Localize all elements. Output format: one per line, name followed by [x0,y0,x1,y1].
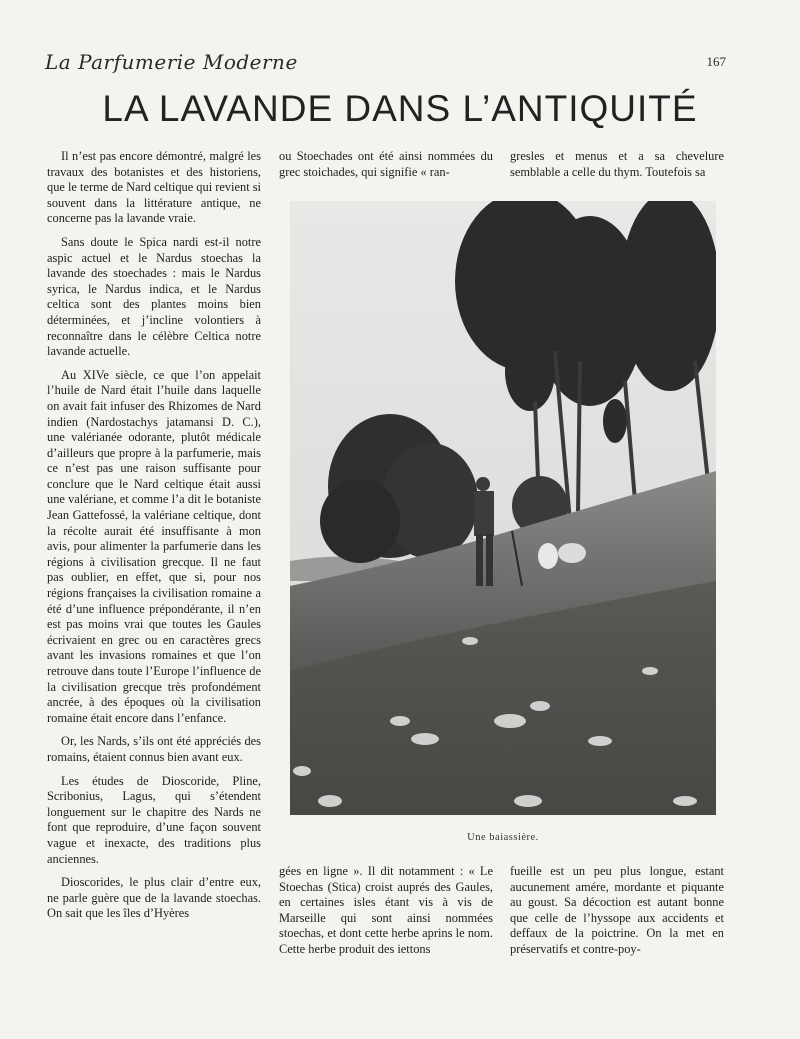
paragraph-col2-top: ou Stoechades ont été ainsi nommées du grec stoichades, qui signifie « ran- [279,149,493,179]
paragraph-5: Les études de Dioscoride, Pline, Scribonius, Lagus, qui s’étendent longuement sur le chapitre des Nards ne font que reproduire, d’une façon souvent vague et inexacte, des traditions plus anciennes. [47,773,261,866]
paragraph-4: Or, les Nards, s’ils ont été appréciés des romains, étaient connus bien avant eux. [47,734,261,764]
small-animal [538,543,558,569]
landscape-photograph [290,201,716,815]
text-column-2-top [279,149,493,188]
paragraph-col3-bottom: fueille est un peu plus longue, estant aucunement amére, mordante et piquante au goust. Sa décoction est autant bonne que celle de l’hyssope aux accidents et deffaux de la poictrine. On la met en préservatifs et contre-poy- [510,864,724,956]
paragraph-2: Sans doute le Spica nardi est-il notre aspic actuel et le Nardus stoechas la lavande des stoechades : mais le Nardus syrica, le Nardus indica, et le Nardus celtica sont des plantes moins bien déterminées, et j’incline volontiers à reconnaître dans le célèbre Celtica notre lavande actuelle. [47,234,261,359]
page-number: 167 [706,54,726,69]
text-column-3-bottom [510,864,724,966]
text-column-1 [47,149,261,930]
paragraph-1: Il n’est pas encore démontré, malgré les travaux des botanistes et des historiens, que le terme de Nard celtique qui revient si souvent dans la littérature antique, ne concerne pas la lavande vraie. [47,149,261,226]
article-title: LA LAVANDE DANS L’ANTIQUITÉ [102,88,698,129]
masthead: La Parfumerie Moderne [45,50,298,74]
paragraph-col2-bottom: gées en ligne ». Il dit notamment : « Le Stoechas (Stica) croist auprés des Gaules, en certaines isles étant vis à vis de Marseille qui sont ainsi nommées stoechas, et dont cette herbe aprins le nom. Cette herbe produit des iettons [279,864,493,956]
paragraph-6: Dioscorides, le plus clair d’entre eux, ne parle guère que de la lavande stoechas. On sait que les îles d’Hyères [47,875,261,921]
text-column-3-top [510,149,724,188]
text-column-2-bottom [279,864,493,966]
figure-caption: Une baiassière. [467,832,539,843]
paragraph-3: Au XIVe siècle, ce que l’on appelait l’huile de Nard était l’huile dans laquelle on avait fait infuser des Rhizomes de Nard indien (Nardostachys jatamansi D. C.), une valérianée odorante, plutôt médicale d’ailleurs que propre à la parfumerie, mais ce n’est pas une raison suffisante pour conclure que le Nard celtique était aussi une valériane, et comme l’a dit le botaniste Jean Gattefossé, la valériane celtique, dont la récolte aurait été insuffisante à mon avis, pour alimenter la parfumerie dans les régions à civilisation grecque. Il ne faut pas oublier, en effet, que si, pour nos régions françaises la civilisation romaine a été d’une influence prépondérante, il n’en est pas moins vrai que toutes les Gaules écrivaient en grec ou en caractères grecs avant les invasions romaines et que l’on retrouve dans toute l’Europe l’influence de la civilisation grecque très profondément ancrée, à des époques où la civilisation romaine était encore dans l’enfance. [47,367,261,725]
paragraph-col3-top: gresles et menus et a sa chevelure semblable a celle du thym. Toutefois sa [510,149,724,179]
photo-illustration [290,201,716,815]
